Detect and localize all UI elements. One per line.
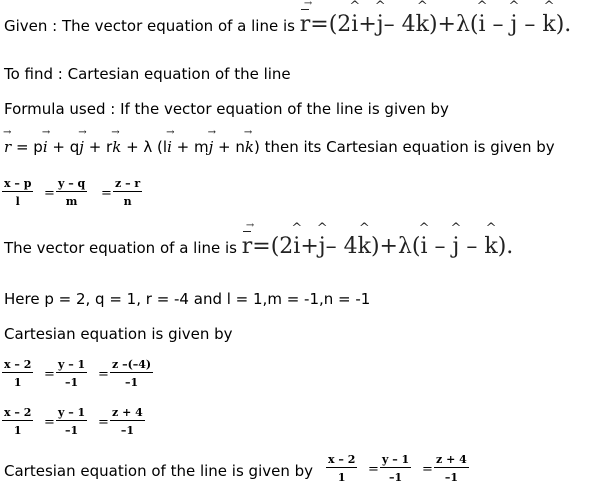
formula-intro: Formula used : If the vector equation of the line is given by	[4, 100, 449, 118]
fraction-x: $\frac{x - p}{l}$	[4, 177, 32, 208]
fraction-z: $\frac{z - r}{n}$	[115, 177, 141, 208]
final-line: Cartesian equation of the line is given by	[4, 462, 314, 480]
restate-line	[4, 234, 513, 259]
r-vector: r →	[300, 12, 311, 37]
to-find: To find : Cartesian equation of the line	[4, 65, 291, 83]
restate-prefix: The vector equation of a line is	[4, 239, 237, 257]
cartesian-intro: Cartesian equation is given by	[4, 325, 233, 343]
formula-vector-line: r → = pi → + qj → + rk → + λ (li → + mj → + nk →) then its Cartesian equation is given by	[4, 138, 555, 156]
parameter-values: Here p = 2, q = 1, r = -4 and l = 1,m = -1,n = -1	[4, 290, 371, 308]
given-vector-equation: r →=(2i ^+j ^– 4k ^)+λ(i ^ – j ^ – k ^).	[300, 12, 572, 37]
given-prefix: Given : The vector equation of a line is	[4, 17, 295, 35]
restate-vector-equation: r →=(2i ^+j ^– 4k ^)+λ(i ^ – j ^ – k ^).	[242, 234, 514, 259]
fraction-y: $\frac{y - q}{m}$	[58, 177, 86, 208]
given-line	[4, 12, 571, 37]
